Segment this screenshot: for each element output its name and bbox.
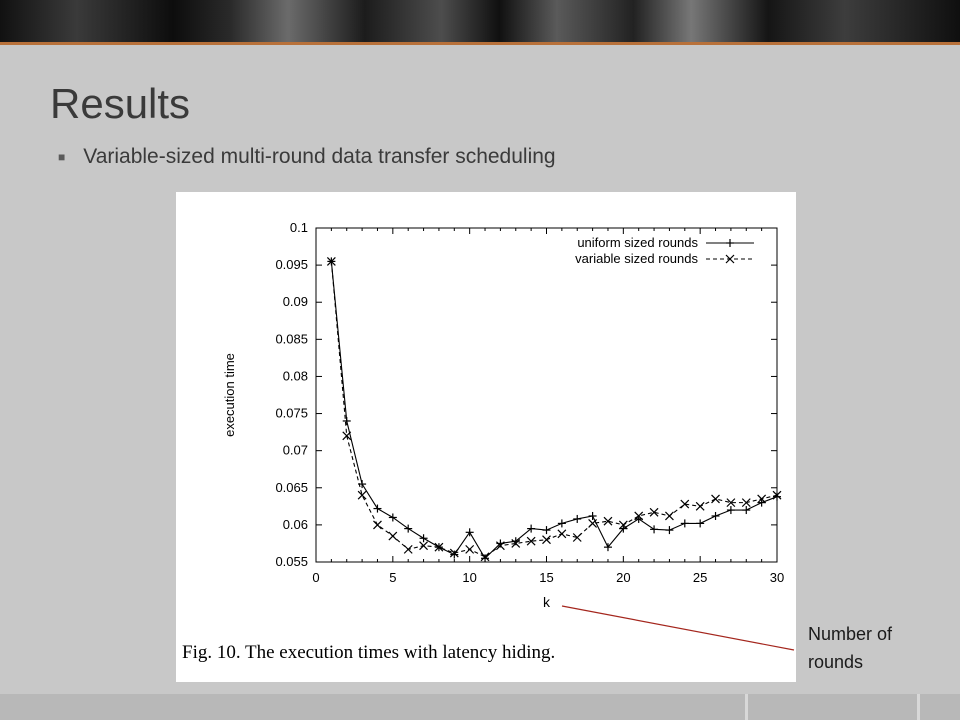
- header-banner-image: [0, 0, 960, 42]
- y-tick-label: 0.055: [275, 554, 308, 569]
- series-line: [331, 261, 777, 556]
- y-axis-label: execution time: [222, 353, 237, 437]
- callout-annotation: Number of rounds: [808, 624, 893, 672]
- figure-caption: Fig. 10. The execution times with latency hiding.: [182, 642, 556, 663]
- x-axis-label: k: [543, 594, 550, 610]
- plot-frame: [316, 228, 777, 562]
- bullet-item: [58, 145, 556, 169]
- series-line: [331, 261, 777, 558]
- y-tick-label: 0.095: [275, 257, 308, 273]
- y-tick-label: 0.08: [282, 368, 308, 384]
- legend: [575, 235, 754, 266]
- x-tick-label: 25: [692, 570, 708, 585]
- x-tick-label: 5: [389, 570, 397, 585]
- y-tick-label: 0.075: [275, 405, 308, 421]
- figure-panel: [176, 192, 796, 682]
- series-variable: [327, 257, 781, 560]
- execution-time-chart: [176, 192, 796, 632]
- y-tick-label: 0.085: [275, 331, 308, 347]
- header-accent-line: [0, 42, 960, 45]
- x-tick-label: 15: [539, 570, 554, 585]
- axes-layer: [222, 220, 784, 610]
- y-tick-label: 0.1: [289, 220, 308, 235]
- y-tick-label: 0.065: [275, 479, 308, 495]
- y-tick-label: 0.07: [282, 442, 308, 458]
- x-tick-label: 20: [616, 570, 631, 585]
- footer-divider: [917, 694, 920, 720]
- y-tick-label: 0.06: [282, 516, 308, 532]
- x-tick-label: 0: [312, 570, 320, 585]
- slide-title: Results: [50, 80, 191, 127]
- footer-divider: [745, 694, 748, 720]
- y-tick-label: 0.09: [282, 294, 308, 310]
- bullet-square-icon: ■: [58, 150, 66, 164]
- series-layer: [327, 257, 781, 562]
- series-uniform: [327, 257, 781, 562]
- legend-label: uniform sized rounds: [577, 235, 698, 250]
- legend-label: variable sized rounds: [575, 251, 698, 266]
- footer-bar: [0, 694, 960, 720]
- bullet-text: Variable-sized multi-round data transfer scheduling: [83, 145, 556, 168]
- x-tick-label: 10: [462, 570, 477, 585]
- x-tick-label: 30: [769, 570, 785, 585]
